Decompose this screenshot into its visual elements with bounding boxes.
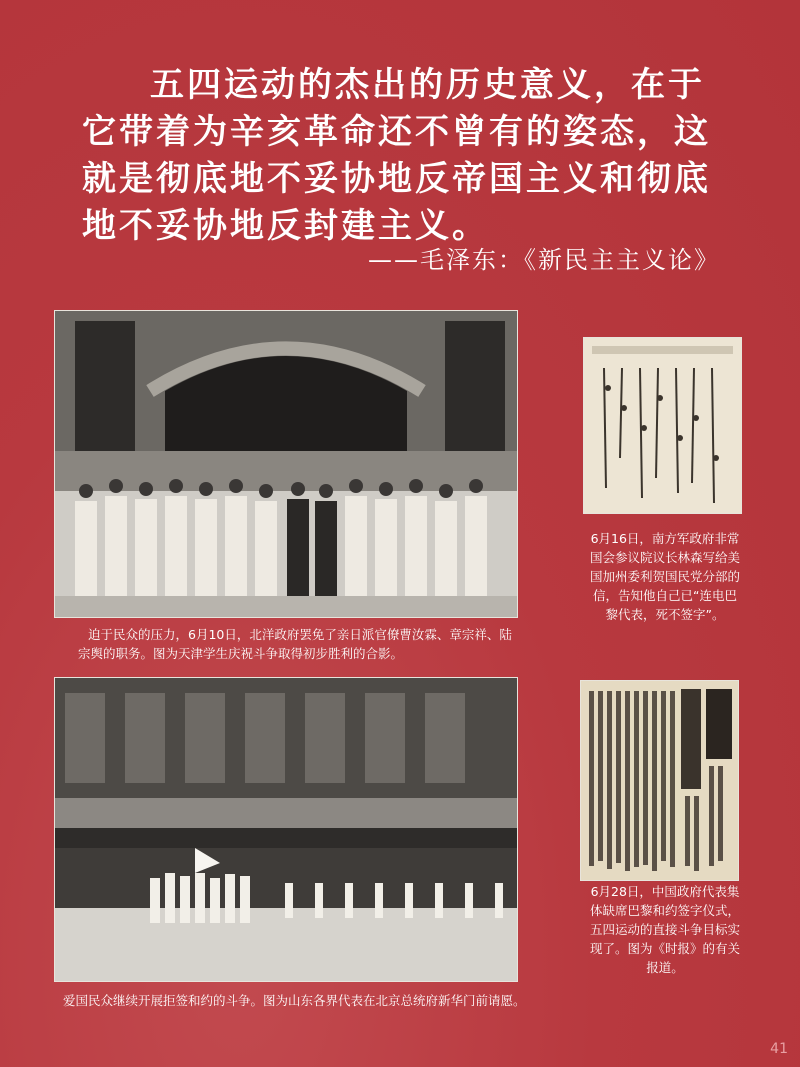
petition-photo-illustration [55, 678, 517, 981]
group-photo [54, 310, 518, 618]
petition-photo [54, 677, 518, 982]
newspaper-document [580, 680, 739, 881]
petition-photo-caption: 爱国民众继续开展拒签和约的斗争。图为山东各界代表在北京总统府新华门前请愿。 [63, 993, 526, 1008]
newspaper-illustration [581, 681, 738, 880]
quote-attribution: ——毛泽东：《新民主主义论》 [368, 246, 720, 274]
letter-document [583, 337, 742, 514]
letter-caption: 6月16日，南方军政府非常国会参议院议长林森写给美国加州委利贺国民党分部的信，告知他自己已“连电巴黎代表，死不签字”。 [590, 531, 741, 622]
page-number: 41 [770, 1041, 788, 1057]
group-photo-caption: 迫于民众的压力，6月10日，北洋政府罢免了亲日派官僚曹汝霖、章宗祥、陆宗舆的职务。图为天津学生庆祝斗争取得初步胜利的合影。 [78, 627, 512, 661]
newspaper-caption: 6月28日，中国政府代表集体缺席巴黎和约签字仪式，五四运动的直接斗争目标实现了。图为《时报》的有关报道。 [590, 884, 741, 975]
group-photo-illustration [55, 311, 517, 617]
letter-illustration [584, 338, 741, 513]
quote-text: 五四运动的杰出的历史意义，在于它带着为辛亥革命还不曾有的姿态，这就是彻底地不妥协地反帝国主义和彻底地不妥协地反封建主义。 [82, 65, 711, 246]
